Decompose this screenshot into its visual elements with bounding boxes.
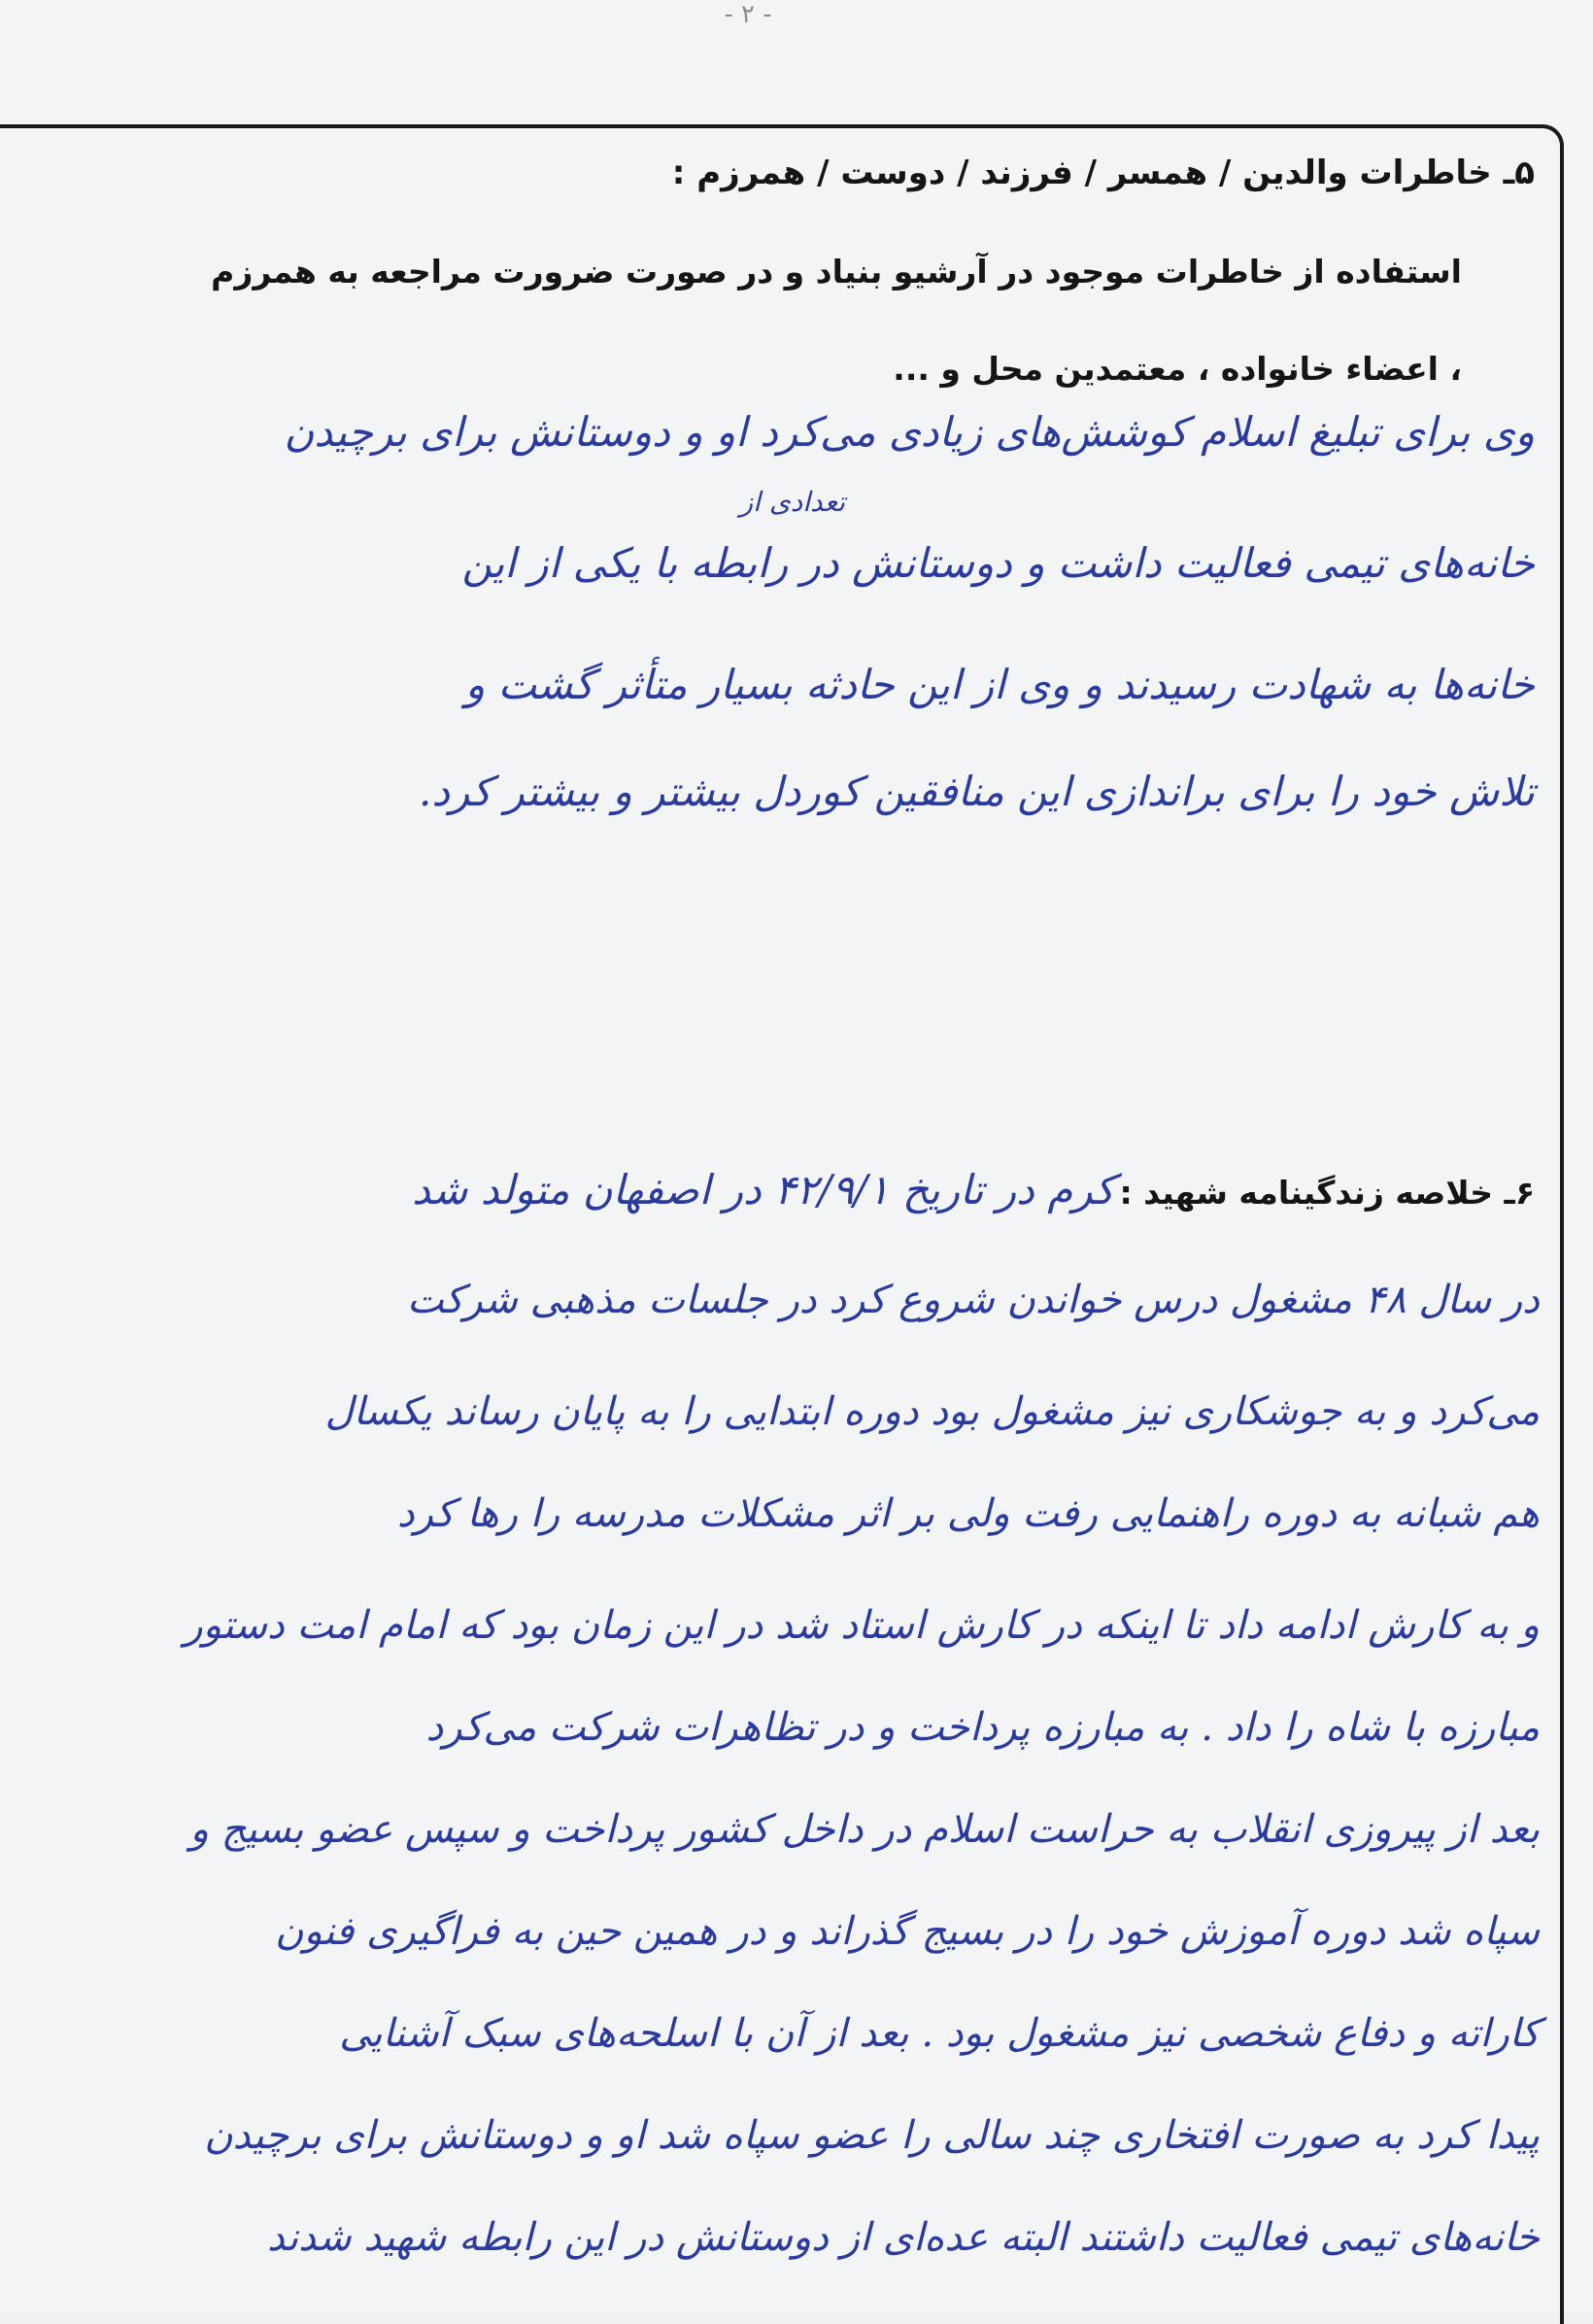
section6-handwritten-line: مبارزه با شاه را داد . به مبارزه پرداخت و در تظاهرات شرکت می‌کرد <box>425 1705 1540 1750</box>
section6-handwritten-line: و به کارش ادامه داد تا اینکه در کارش استاد شد در این زمان بود که امام امت دستور <box>184 1603 1540 1648</box>
section5-instruction: استفاده از خاطرات موجود در آرشیو بنیاد و در صورت ضرورت مراجعه به همرزم ، اعضاء خانواده ، معتمدین محل و ... <box>211 253 1462 388</box>
section6-handwritten-line: بعد از پیروزی انقلاب به حراست اسلام در داخل کشور پرداخت و سپس عضو بسیج و <box>189 1807 1540 1852</box>
section5-title: ۵ـ خاطرات والدین / همسر / فرزند / دوست / همرزم : <box>671 154 1535 192</box>
section6-handwritten-line: در سال ۴۸ مشغول درس خواندن شروع کرد در جلسات مذهبی شرکت <box>407 1278 1540 1322</box>
section6-handwritten-line: کاراته و دفاع شخصی نیز مشغول بود . بعد از آن با اسلحه‌های سبک آشنایی <box>339 2011 1540 2056</box>
page-number-mark: - ۲ - <box>724 0 772 29</box>
section6-header-row <box>412 1166 1535 1213</box>
section5-handwritten-line: خانه‌ها به شهادت رسیدند و وی از این حادثه بسیار متأثر گشت و <box>465 661 1535 708</box>
section5-handwritten-line: خانه‌های تیمی فعالیت داشت و دوستانش در رابطه با یکی از این <box>461 539 1535 587</box>
section6-handwritten-line: خانه‌های تیمی فعالیت داشتند البته عده‌ای از دوستانش در این رابطه شهید شدند <box>267 2215 1540 2260</box>
section5-handwritten-line: وی برای تبلیغ اسلام کوشش‌های زیادی می‌کرد او و دوستانش برای برچیدن <box>284 408 1535 456</box>
section6-first-handwritten: کرم در تاریخ ۴۲/۹/۱ در اصفهان متولد شد <box>412 1166 1115 1213</box>
section6-handwritten-line: پیدا کرد به صورت افتخاری چند سالی را عضو سپاه شد او و دوستانش برای برچیدن <box>204 2113 1540 2158</box>
section6-title: ۶ـ خلاصه زندگینامه شهید : <box>1119 1174 1535 1212</box>
section5-correction-note: تعدادی از <box>739 486 845 518</box>
section6-handwritten-line: سپاه شد دوره آموزش خود را در بسیج گذراند و در همین حین به فراگیری فنون <box>275 1909 1540 1954</box>
section5-handwritten-line: تلاش خود را برای براندازی این منافقین کوردل بیشتر و بیشتر کرد. <box>418 768 1535 815</box>
section6-handwritten-line: هم شبانه به دوره راهنمایی رفت ولی بر اثر مشکلات مدرسه را رها کرد <box>396 1491 1540 1536</box>
section6-handwritten-line: می‌کرد و به جوشکاری نیز مشغول بود دوره ابتدایی را به پایان رساند یکسال <box>324 1389 1540 1434</box>
